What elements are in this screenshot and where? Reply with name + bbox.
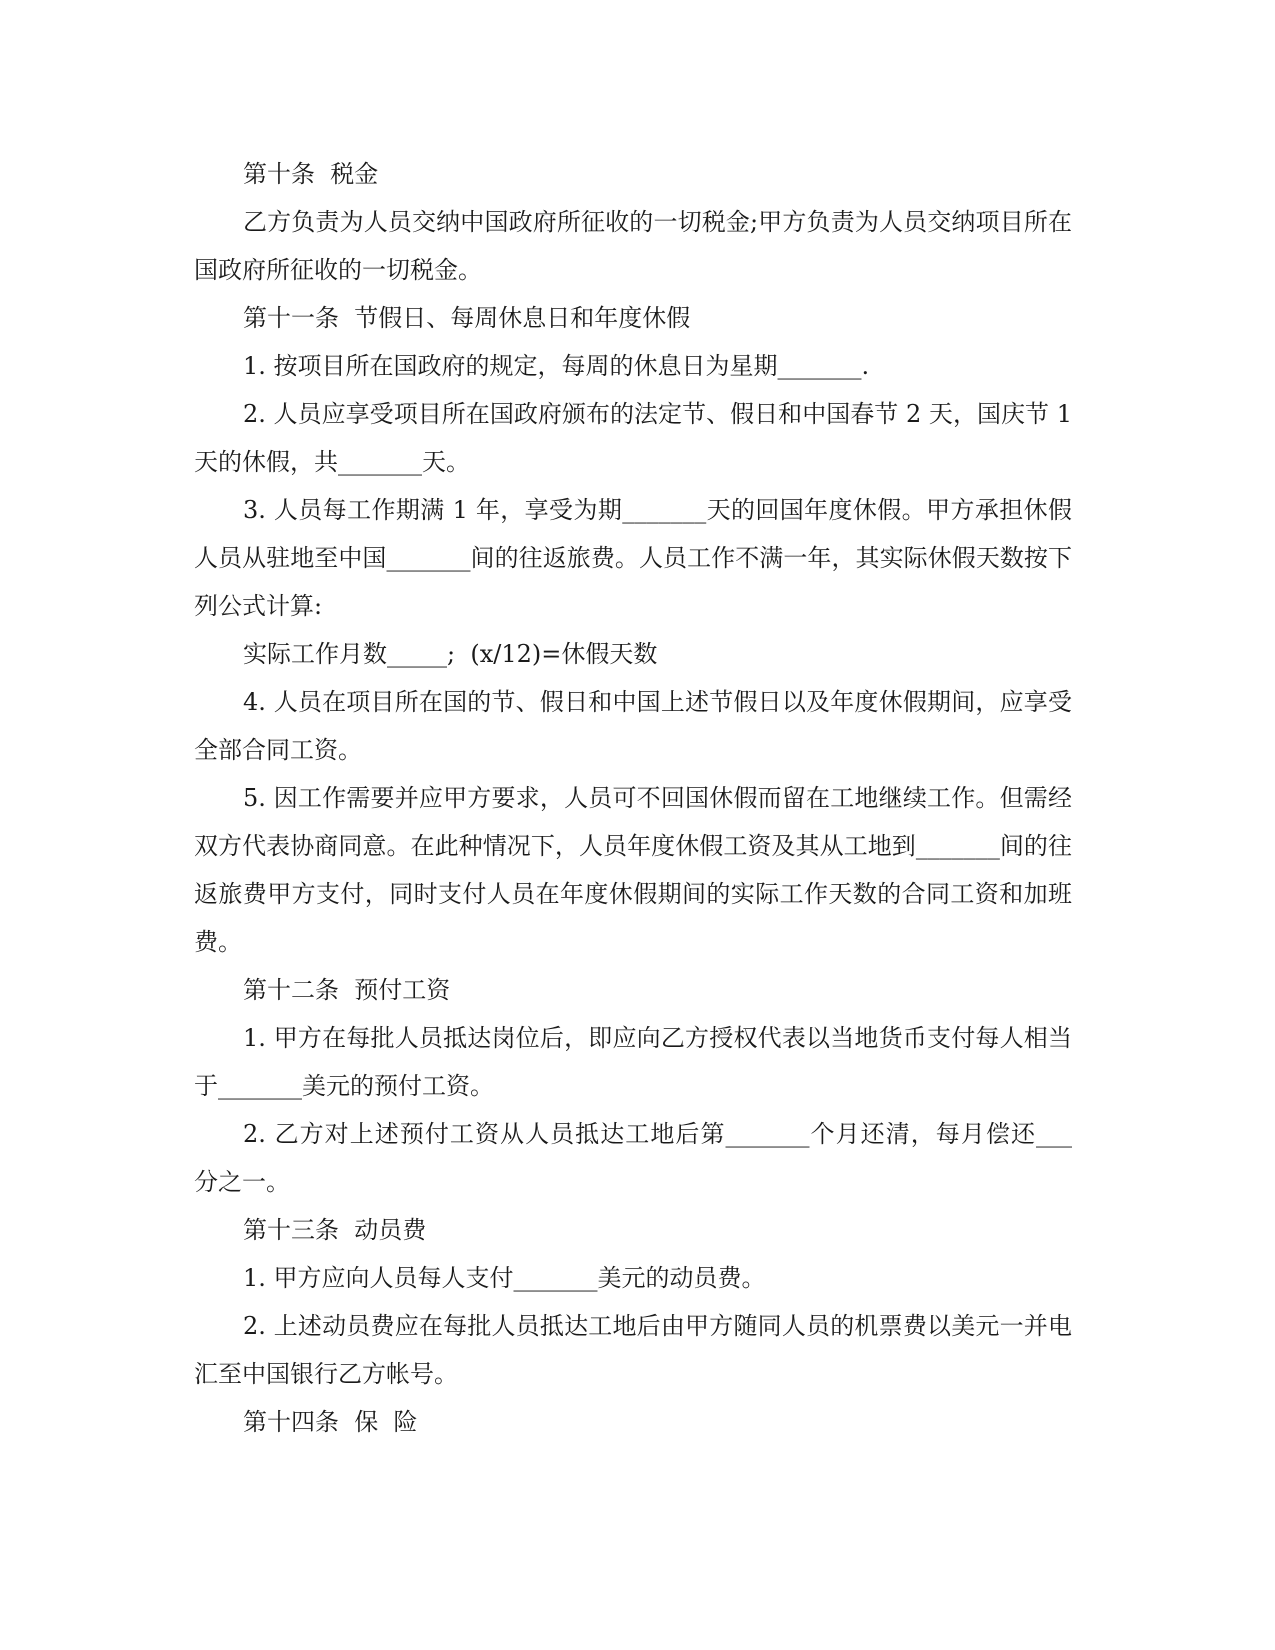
article-11-item-2: 2. 人员应享受项目所在国政府颁布的法定节、假日和中国春节 2 天，国庆节 1 天的休假，共_______天。: [194, 400, 1080, 476]
article-11-formula: 实际工作月数_____; (x/12)=休假天数: [243, 640, 658, 668]
article-11-item-4: 4. 人员在项目所在国的节、假日和中国上述节假日以及年度休假期间，应享受全部合同工资。: [194, 688, 1072, 764]
article-10-text: 乙方负责为人员交纳中国政府所征收的一切税金;甲方负责为人员交纳项目所在国政府所征收的一切税金。: [194, 208, 1072, 284]
article-13-heading: 第十三条 动员费: [243, 1216, 427, 1244]
article-10-heading: 第十条 税金: [243, 160, 379, 188]
article-11-item-5: 5. 因工作需要并应甲方要求，人员可不回国休假而留在工地继续工作。但需经双方代表协商同意。在此种情况下，人员年度休假工资及其从工地到_______间的往返旅费甲方支付，同时支付人员在年度休假期间的实际工作天数的合同工资和加班费。: [194, 784, 1072, 956]
article-14-heading: 第十四条 保 险: [243, 1408, 418, 1436]
article-12-item-1: 1. 甲方在每批人员抵达岗位后，即应向乙方授权代表以当地货币支付每人相当于_______美元的预付工资。: [194, 1024, 1072, 1100]
article-13-item-2: 2. 上述动员费应在每批人员抵达工地后由甲方随同人员的机票费以美元一并电汇至中国银行乙方帐号。: [194, 1312, 1072, 1388]
article-11-item-1: 1. 按项目所在国政府的规定，每周的休息日为星期_______.: [243, 352, 870, 380]
document-body: [194, 150, 1088, 1446]
article-12-heading: 第十二条 预付工资: [243, 976, 451, 1004]
article-12-item-2: 2. 乙方对上述预付工资从人员抵达工地后第_______个月还清，每月偿还___ 分之一。: [194, 1120, 1088, 1196]
article-11-item-3: 3. 人员每工作期满 1 年，享受为期_______天的回国年度休假。甲方承担休假人员从驻地至中国_______间的往返旅费。人员工作不满一年，其实际休假天数按下列公式计算:: [194, 496, 1072, 620]
article-13-item-1: 1. 甲方应向人员每人支付_______美元的动员费。: [243, 1264, 766, 1292]
article-11-heading: 第十一条 节假日、每周休息日和年度休假: [243, 304, 691, 332]
